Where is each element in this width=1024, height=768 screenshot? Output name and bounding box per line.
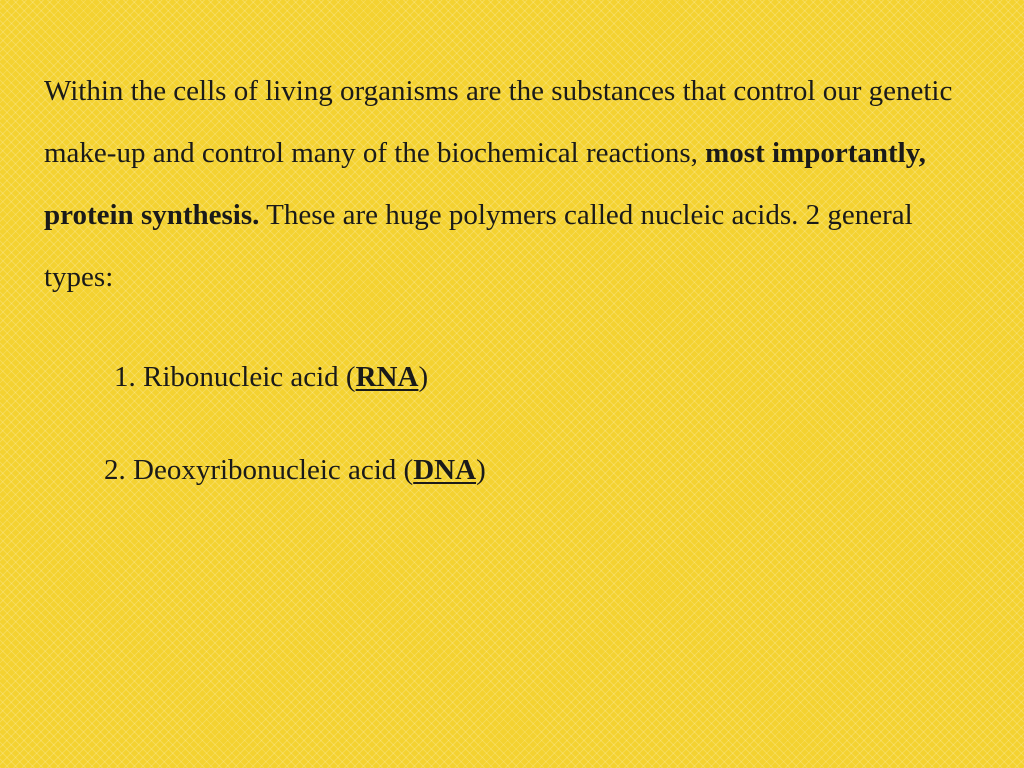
nucleic-acid-type-dna xyxy=(104,452,486,488)
intro-text-part2: These are huge polymers called nucleic acids. 2 general types: xyxy=(44,199,913,293)
intro-paragraph xyxy=(44,60,984,308)
intro-text-part1: Within the cells of living organisms are the substances that control our genetic make-up and control many of the biochemical reactions, xyxy=(44,75,953,169)
type-dna-suffix: ) xyxy=(476,454,486,486)
intro-emphasis: most importantly, protein synthesis. xyxy=(44,137,926,231)
type-dna-prefix: 2. Deoxyribonucleic acid ( xyxy=(104,454,414,486)
dna-abbreviation: DNA xyxy=(413,454,477,486)
rna-abbreviation: RNA xyxy=(355,361,419,393)
type-rna-prefix: 1. Ribonucleic acid ( xyxy=(114,361,356,393)
type-rna-suffix: ) xyxy=(418,361,429,393)
nucleic-acid-type-rna xyxy=(114,359,428,395)
